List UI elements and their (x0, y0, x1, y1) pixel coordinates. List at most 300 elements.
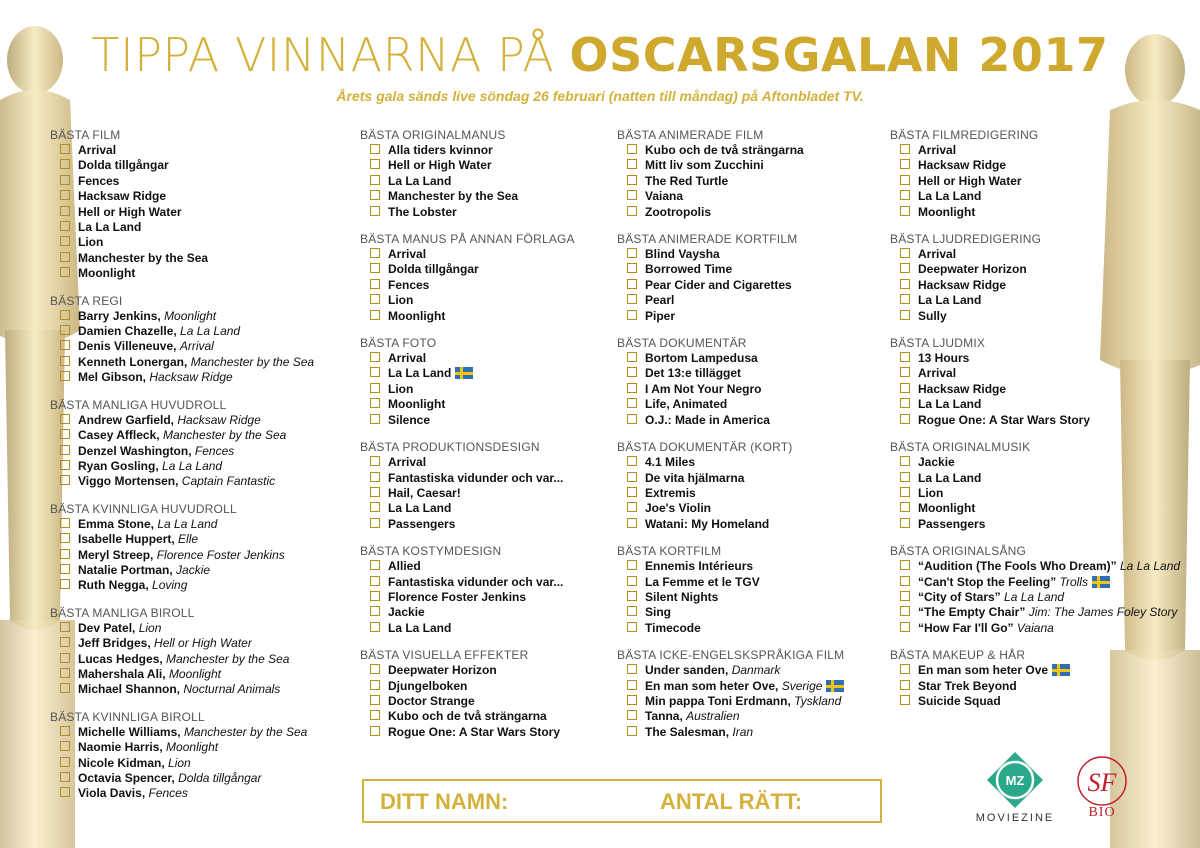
nominee-item (360, 293, 630, 308)
nominee-name: Damien Chazelle, (78, 324, 177, 339)
nominee-film: Hacksaw Ridge (149, 370, 233, 385)
category-title: BÄSTA REGI (50, 293, 123, 308)
nominee-name: Fantastiska vidunder och var... (388, 470, 564, 485)
checkbox[interactable] (900, 622, 910, 632)
nominee-item (50, 324, 320, 339)
nominee-item (360, 694, 630, 709)
checkbox[interactable] (370, 352, 380, 362)
checkbox[interactable] (627, 664, 637, 674)
checkbox[interactable] (370, 144, 380, 154)
checkbox[interactable] (370, 159, 380, 169)
nominee-name: Piper (645, 308, 676, 323)
category-title: BÄSTA KVINNLIGA BIROLL (50, 709, 205, 724)
category-block (617, 232, 887, 324)
checkbox[interactable] (627, 263, 637, 273)
nominee-name: Sully (918, 308, 947, 323)
nominee-name: “City of Stars” (918, 589, 1001, 604)
nominee-name: Borrowed Time (645, 262, 733, 277)
nominee-item (360, 143, 630, 158)
checkbox[interactable] (900, 248, 910, 258)
checkbox[interactable] (60, 653, 70, 663)
category-block (890, 232, 1160, 324)
nominee-item (360, 397, 630, 412)
category-title: BÄSTA VISUELLA EFFEKTER (360, 648, 529, 663)
checkbox[interactable] (900, 456, 910, 466)
nominee-name: Natalie Portman, (78, 562, 173, 577)
checkbox[interactable] (60, 310, 70, 320)
nominee-name: Moonlight (388, 397, 446, 412)
checkbox[interactable] (60, 429, 70, 439)
checkbox[interactable] (627, 502, 637, 512)
nominee-item (890, 694, 1160, 709)
nominee-name: Mahershala Ali, (78, 666, 166, 681)
checkbox[interactable] (900, 398, 910, 408)
checkbox[interactable] (370, 680, 380, 690)
checkbox[interactable] (60, 325, 70, 335)
nominee-item (50, 740, 320, 755)
nominee-name: Fences (388, 277, 430, 292)
nominee-item (617, 366, 887, 381)
checkbox[interactable] (900, 576, 910, 586)
checkbox[interactable] (60, 267, 70, 277)
category-block (360, 232, 630, 324)
nominee-name: Arrival (388, 351, 427, 366)
nominee-item (50, 682, 320, 697)
nominee-item (360, 663, 630, 678)
nominee-item (360, 590, 630, 605)
nominee-name: Deepwater Horizon (918, 262, 1027, 277)
checkbox[interactable] (627, 398, 637, 408)
nominee-item (50, 370, 320, 385)
checkbox[interactable] (900, 294, 910, 304)
checkbox[interactable] (900, 591, 910, 601)
checkbox[interactable] (900, 206, 910, 216)
nominee-item (50, 667, 320, 682)
nominee-film: Arrival (179, 339, 214, 354)
checkbox[interactable] (60, 549, 70, 559)
checkbox[interactable] (627, 576, 637, 586)
nominee-name: En man som heter Ove (918, 663, 1049, 678)
checkbox[interactable] (370, 664, 380, 674)
title-bold: OSCARSGALAN 2017 (569, 28, 1109, 82)
nominee-name: La La Land (918, 397, 982, 412)
checkbox[interactable] (627, 144, 637, 154)
category-block (50, 606, 320, 698)
nominee-name: Lion (388, 293, 414, 308)
nominee-item (50, 339, 320, 354)
checkbox[interactable] (370, 414, 380, 424)
checkbox[interactable] (627, 606, 637, 616)
checkbox[interactable] (900, 190, 910, 200)
checkbox[interactable] (900, 502, 910, 512)
nominee-item (890, 621, 1160, 636)
checkbox[interactable] (60, 564, 70, 574)
checkbox[interactable] (370, 591, 380, 601)
nominee-name: Arrival (918, 247, 957, 262)
nominee-name: Arrival (388, 455, 427, 470)
checkbox[interactable] (370, 367, 380, 377)
checkbox[interactable] (60, 579, 70, 589)
nominee-name: “The Empty Chair” (918, 605, 1026, 620)
checkbox[interactable] (627, 472, 637, 482)
checkbox[interactable] (370, 263, 380, 273)
nominee-item (50, 143, 320, 158)
nominee-name: Emma Stone, (78, 516, 155, 531)
nominee-item (617, 309, 887, 324)
nominee-name: La La Land (388, 501, 452, 516)
checkbox[interactable] (370, 456, 380, 466)
swedish-flag-icon (455, 367, 473, 379)
checkbox[interactable] (627, 726, 637, 736)
nominee-item (50, 251, 320, 266)
nominee-name: Mel Gibson, (78, 370, 147, 385)
checkbox[interactable] (900, 606, 910, 616)
nominee-name: Hail, Caesar! (388, 485, 461, 500)
nominee-film: Jim: The James Foley Story (1028, 605, 1178, 620)
checkbox[interactable] (627, 456, 637, 466)
checkbox[interactable] (60, 460, 70, 470)
nominee-name: Hacksaw Ridge (918, 158, 1007, 173)
nominee-item (360, 679, 630, 694)
nominee-name: Silence (388, 412, 431, 427)
checkbox[interactable] (900, 175, 910, 185)
nominee-name: The Salesman, (645, 724, 730, 739)
category-block (890, 440, 1160, 532)
checkbox[interactable] (370, 710, 380, 720)
nominee-name: Moonlight (78, 266, 136, 281)
nominee-item (890, 679, 1160, 694)
category-title: BÄSTA MANLIGA BIROLL (50, 605, 195, 620)
category-block (360, 128, 630, 220)
checkbox[interactable] (60, 414, 70, 424)
nominee-item (617, 694, 887, 709)
checkbox[interactable] (627, 310, 637, 320)
checkbox[interactable] (60, 206, 70, 216)
checkbox[interactable] (900, 518, 910, 528)
nominee-name: Fantastiska vidunder och var... (388, 574, 564, 589)
checkbox[interactable] (370, 190, 380, 200)
nominee-name: Dolda tillgångar (78, 158, 169, 173)
nominee-film: Moonlight (164, 308, 217, 323)
category-block (890, 128, 1160, 220)
checkbox[interactable] (60, 159, 70, 169)
nominee-name: Rogue One: A Star Wars Story (388, 724, 561, 739)
nominee-name: Silent Nights (645, 589, 719, 604)
checkbox[interactable] (627, 159, 637, 169)
nominee-film: Manchester by the Sea (162, 428, 287, 443)
category-title: BÄSTA ORIGINALMUSIK (890, 440, 1031, 455)
nominee-name: “Audition (The Fools Who Dream)” (918, 559, 1117, 574)
checkbox[interactable] (900, 472, 910, 482)
checkbox[interactable] (60, 175, 70, 185)
checkbox[interactable] (370, 518, 380, 528)
checkbox[interactable] (900, 487, 910, 497)
checkbox[interactable] (900, 263, 910, 273)
checkbox[interactable] (627, 248, 637, 258)
checkbox[interactable] (60, 371, 70, 381)
checkbox[interactable] (627, 560, 637, 570)
checkbox[interactable] (60, 236, 70, 246)
category-title: BÄSTA MAKEUP & HÅR (890, 648, 1026, 663)
checkbox[interactable] (60, 475, 70, 485)
column-4 (890, 128, 1181, 721)
checkbox[interactable] (370, 383, 380, 393)
checkbox[interactable] (900, 414, 910, 424)
checkbox[interactable] (60, 622, 70, 632)
nominee-item (360, 517, 630, 532)
nominee-name: Bortom Lampedusa (645, 351, 758, 366)
nominee-name: Hell or High Water (918, 173, 1022, 188)
category-block (617, 648, 887, 740)
nominee-name: Zootropolis (645, 204, 711, 219)
checkbox[interactable] (60, 741, 70, 751)
nominee-name: 4.1 Miles (645, 455, 696, 470)
nominee-name: Lucas Hedges, (78, 651, 163, 666)
nominee-name: Moonlight (918, 204, 976, 219)
nominee-name: La La Land (918, 470, 982, 485)
nominee-film: Jackie (176, 562, 211, 577)
nominee-item (50, 220, 320, 235)
checkbox[interactable] (370, 726, 380, 736)
checkbox[interactable] (900, 352, 910, 362)
checkbox[interactable] (900, 664, 910, 674)
checkbox[interactable] (370, 560, 380, 570)
nominee-name: En man som heter Ove, (645, 678, 779, 693)
nominee-item (50, 636, 320, 651)
checkbox[interactable] (370, 175, 380, 185)
checkbox[interactable] (60, 757, 70, 767)
checkbox[interactable] (60, 637, 70, 647)
category-block (360, 336, 630, 428)
nominee-item (360, 413, 630, 428)
category-block (50, 128, 320, 282)
checkbox[interactable] (370, 487, 380, 497)
title-light: TIPPA VINNARNA PÅ (91, 28, 555, 82)
nominee-name: Lion (388, 381, 414, 396)
checkbox[interactable] (627, 695, 637, 705)
category-title: BÄSTA DOKUMENTÄR (617, 336, 747, 351)
nominee-name: Alla tiders kvinnor (388, 143, 493, 157)
nominee-item (360, 575, 630, 590)
category-title: BÄSTA ORIGINALMANUS (360, 128, 506, 142)
checkbox[interactable] (370, 472, 380, 482)
checkbox[interactable] (627, 352, 637, 362)
nominee-name: Mitt liv som Zucchini (645, 158, 764, 173)
nominee-name: Viggo Mortensen, (78, 474, 179, 489)
nominee-film: La La Land (157, 516, 218, 531)
nominee-name: Fences (78, 173, 120, 188)
nominee-film: Manchester by the Sea (166, 651, 290, 666)
nominee-name: Hell or High Water (388, 158, 492, 173)
nominee-film: Danmark (731, 663, 781, 678)
nominee-name: Vaiana (645, 189, 684, 204)
checkbox[interactable] (900, 383, 910, 393)
checkbox[interactable] (370, 576, 380, 586)
nominee-item (890, 293, 1160, 308)
checkbox[interactable] (60, 533, 70, 543)
checkbox[interactable] (627, 518, 637, 528)
category-block (890, 544, 1181, 636)
nominee-name: Hell or High Water (78, 204, 182, 219)
page-title (0, 28, 1200, 82)
category-block (890, 648, 1160, 709)
checkbox[interactable] (900, 144, 910, 154)
column-1 (50, 128, 320, 814)
category-block (890, 336, 1160, 428)
nominee-item (360, 189, 630, 204)
nominee-item (890, 590, 1160, 605)
checkbox[interactable] (627, 175, 637, 185)
nominee-item (617, 709, 887, 724)
checkbox[interactable] (370, 294, 380, 304)
nominee-item (50, 652, 320, 667)
category-title: BÄSTA FILM (50, 128, 121, 142)
nominee-film: Sverige (781, 678, 823, 693)
nominee-name: Florence Foster Jenkins (388, 589, 527, 604)
nominee-film: Australien (686, 709, 740, 724)
checkbox[interactable] (60, 787, 70, 797)
nominee-item (617, 605, 887, 620)
nominee-item (890, 663, 1160, 678)
category-title: BÄSTA MANLIGA HUVUDROLL (50, 397, 227, 412)
nominee-name: Arrival (388, 247, 427, 262)
checkbox[interactable] (370, 502, 380, 512)
checkbox[interactable] (627, 294, 637, 304)
nominee-name: Andrew Garfield, (78, 412, 175, 427)
checkbox[interactable] (900, 159, 910, 169)
checkbox[interactable] (627, 367, 637, 377)
nominee-item (50, 532, 320, 547)
checkbox[interactable] (627, 487, 637, 497)
checkbox[interactable] (627, 190, 637, 200)
checkbox[interactable] (60, 726, 70, 736)
category-block (617, 336, 887, 428)
nominee-film: Manchester by the Sea (190, 354, 315, 369)
category-title: BÄSTA FOTO (360, 336, 437, 351)
checkbox[interactable] (900, 695, 910, 705)
nominee-name: Passengers (918, 516, 986, 531)
checkbox[interactable] (627, 414, 637, 424)
nominee-item (890, 559, 1181, 574)
checkbox[interactable] (60, 668, 70, 678)
category-title: BÄSTA KORTFILM (617, 544, 722, 559)
nominee-name: La La Land (388, 366, 452, 381)
nominee-name: Octavia Spencer, (78, 771, 175, 785)
checkbox[interactable] (370, 606, 380, 616)
nominee-name: Ryan Gosling, (78, 458, 159, 473)
nominee-film: Hacksaw Ridge (177, 412, 261, 427)
nominee-item (50, 355, 320, 370)
checkbox[interactable] (370, 279, 380, 289)
checkbox[interactable] (370, 622, 380, 632)
nominee-film: Lion (138, 620, 162, 635)
nominee-item (360, 486, 630, 501)
checkbox[interactable] (627, 279, 637, 289)
checkbox[interactable] (60, 221, 70, 231)
checkbox[interactable] (370, 695, 380, 705)
nominee-item (50, 459, 320, 474)
checkbox[interactable] (60, 356, 70, 366)
checkbox[interactable] (900, 279, 910, 289)
category-title: BÄSTA LJUDMIX (890, 336, 986, 351)
nominee-item (617, 143, 887, 158)
nominee-name: Michelle Williams, (78, 724, 181, 739)
category-block (617, 128, 887, 220)
nominee-item (890, 143, 1160, 158)
nominee-name: Casey Affleck, (78, 428, 160, 443)
checkbox[interactable] (900, 560, 910, 570)
checkbox[interactable] (60, 518, 70, 528)
category-title: BÄSTA DOKUMENTÄR (KORT) (617, 440, 793, 455)
nominee-film: Dolda tillgångar (178, 771, 262, 785)
checkbox[interactable] (370, 398, 380, 408)
nominee-name: Naomie Harris, (78, 740, 163, 755)
nominee-item (50, 771, 320, 786)
nominee-item (50, 189, 320, 204)
category-block (360, 544, 630, 636)
checkbox[interactable] (60, 340, 70, 350)
checkbox[interactable] (627, 591, 637, 601)
nominee-item (890, 158, 1160, 173)
checkbox[interactable] (60, 144, 70, 154)
checkbox[interactable] (627, 622, 637, 632)
nominee-name: Michael Shannon, (78, 682, 181, 697)
nominee-name: Jeff Bridges, (78, 636, 151, 651)
nominee-name: Hacksaw Ridge (78, 189, 167, 204)
nominee-film: La La Land (180, 324, 241, 339)
checkbox[interactable] (370, 310, 380, 320)
checkbox[interactable] (60, 252, 70, 262)
nominee-name: Dolda tillgångar (388, 262, 479, 277)
nominee-film: Lion (168, 755, 191, 770)
nominee-item (890, 471, 1160, 486)
checkbox[interactable] (627, 206, 637, 216)
nominee-name: Det 13:e tillägget (645, 366, 742, 381)
checkbox[interactable] (900, 367, 910, 377)
nominee-name: Hacksaw Ridge (918, 381, 1007, 396)
nominee-item (890, 501, 1160, 516)
nominee-name: Min pappa Toni Erdmann, (645, 693, 791, 708)
nominee-item (50, 444, 320, 459)
nominee-item (360, 621, 630, 636)
nominee-item (890, 413, 1160, 428)
checkbox[interactable] (627, 383, 637, 393)
nominee-item (890, 575, 1160, 590)
checkbox[interactable] (627, 680, 637, 690)
nominee-film: Loving (152, 578, 188, 593)
nominee-item (890, 455, 1160, 470)
checkbox[interactable] (60, 190, 70, 200)
nominee-name: Under sanden, (645, 663, 729, 678)
nominee-item (360, 605, 630, 620)
swedish-flag-icon (1092, 576, 1110, 588)
checkbox[interactable] (60, 772, 70, 782)
checkbox[interactable] (900, 310, 910, 320)
checkbox[interactable] (370, 248, 380, 258)
category-title: BÄSTA ORIGINALSÅNG (890, 544, 1027, 559)
checkbox[interactable] (900, 680, 910, 690)
category-title: BÄSTA ANIMERADE KORTFILM (617, 232, 798, 247)
nominee-film: Manchester by the Sea (183, 724, 308, 739)
checkbox[interactable] (370, 206, 380, 216)
checkbox[interactable] (60, 445, 70, 455)
page-subtitle: Årets gala sänds live söndag 26 februari (natten till måndag) på Aftonbladet TV. (336, 88, 864, 104)
nominee-item (360, 709, 630, 724)
nominee-item (50, 474, 320, 489)
checkbox[interactable] (627, 710, 637, 720)
moviezine-label: MOVIEZINE (975, 812, 1055, 824)
checkbox[interactable] (60, 683, 70, 693)
